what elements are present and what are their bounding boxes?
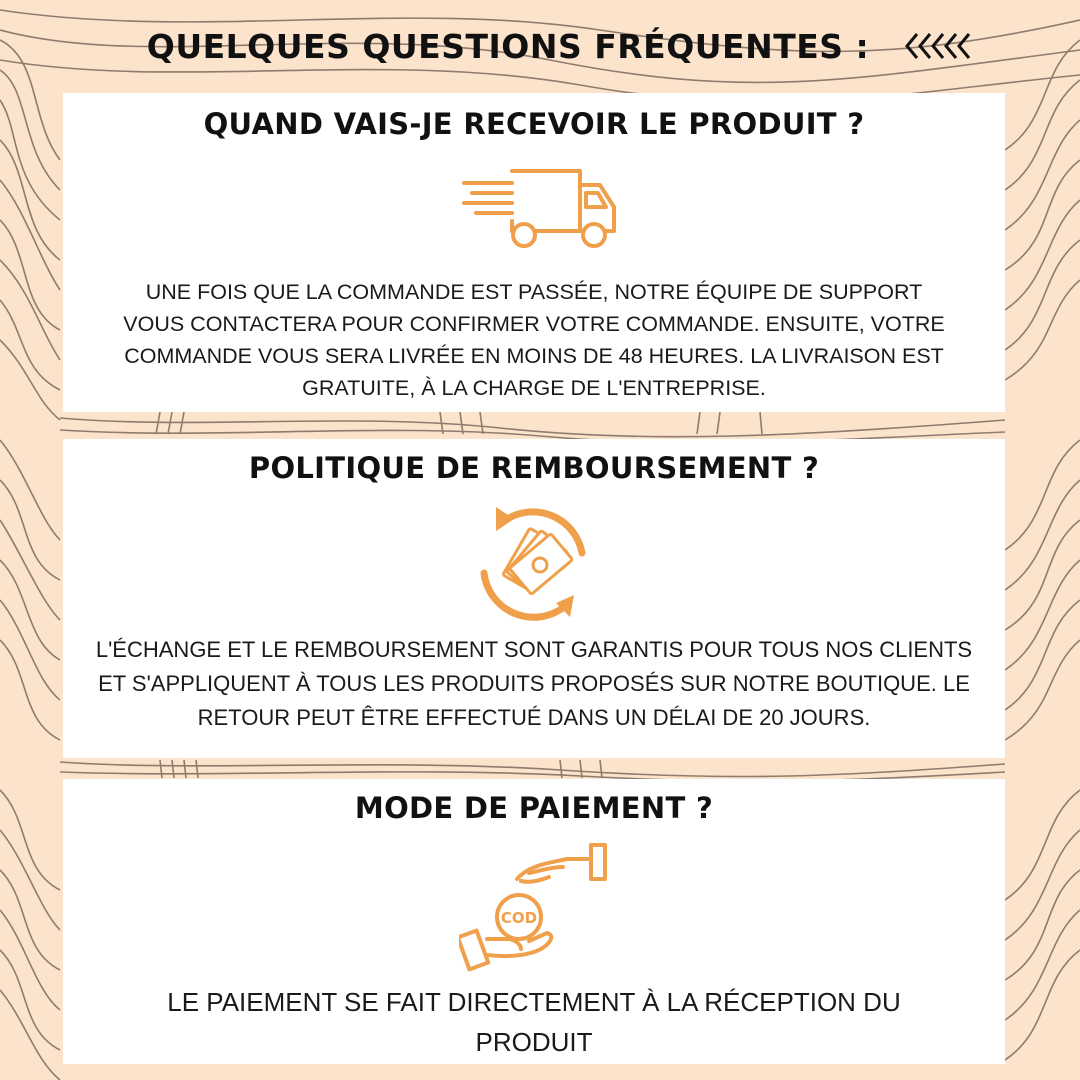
faq-answer: L'ÉCHANGE ET LE REMBOURSEMENT SONT GARANTIS POUR TOUS NOS CLIENTS ET S'APPLIQUENT À TOUS LES PRODUITS PROPOSÉS SUR NOTRE BOUTIQUE. LE RETOUR PEUT ÊTRE EFFECTUÉ DANS UN DÉLAI DE 20 JOURS. [95,637,973,730]
cash-on-delivery-icon [459,837,609,982]
page-title: QUELQUES QUESTIONS FRÉQUENTES : [146,26,870,66]
chevrons-left-icon [903,26,973,66]
faq-card-delivery [63,93,1005,412]
faq-answer: UNE FOIS QUE LA COMMANDE EST PASSÉE, NOTRE ÉQUIPE DE SUPPORT VOUS CONTACTERA POUR CONFIRMER VOTRE COMMANDE. ENSUITE, VOTRE COMMANDE VOUS SERA LIVRÉE EN MOINS DE 48 HEURES. LA LIVRAISON EST GRATUITE, À LA CHARGE DE L'ENTREPRISE. [123,280,945,400]
cod-label: COD [500,909,538,927]
faq-card-refund [63,439,1005,758]
faq-question: MODE DE PAIEMENT ? [354,791,714,825]
faq-card-payment [63,779,1005,1064]
faq-question: QUAND VAIS-JE RECEVOIR LE PRODUIT ? [203,107,865,141]
delivery-truck-icon [462,165,622,255]
faq-question: POLITIQUE DE REMBOURSEMENT ? [248,451,820,485]
money-refund-icon [474,503,594,623]
faq-answer: LE PAIEMENT SE FAIT DIRECTEMENT À LA RÉCEPTION DU PRODUIT [167,987,901,1057]
page-header [0,22,1080,70]
